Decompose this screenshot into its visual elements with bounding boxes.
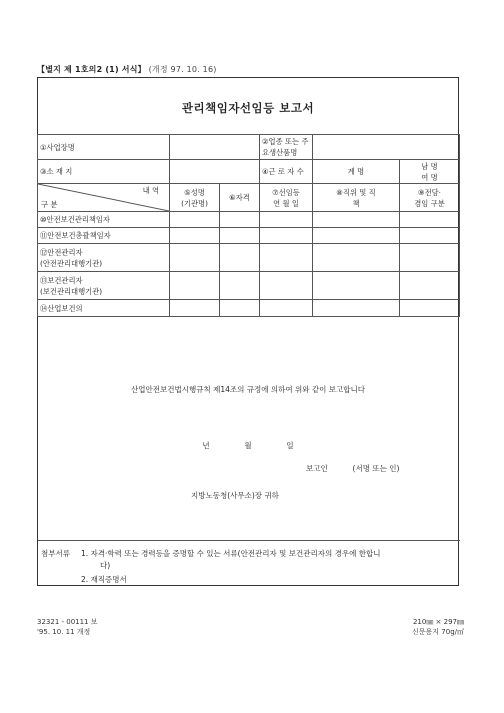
col-name — [170, 184, 220, 212]
table-cell[interactable] — [400, 244, 460, 272]
table-row — [38, 272, 460, 300]
corner-top-label: 내 역 — [142, 186, 159, 195]
workers-gender[interactable] — [400, 160, 460, 184]
col-qualification: ⑥자격 — [220, 184, 260, 212]
form-frame — [37, 77, 459, 586]
col-dedicated — [400, 184, 460, 212]
date-day: 일 — [286, 441, 294, 450]
col-appointment-line2: 연 월 일 — [273, 198, 299, 208]
business-name-field[interactable] — [170, 135, 260, 160]
col-appointment-line1: ⑦선임등 — [272, 187, 300, 197]
business-name-label: ①사업장명 — [38, 135, 170, 160]
row-label — [38, 244, 170, 272]
table-cell[interactable] — [260, 244, 313, 272]
col-name-line2: (기관명) — [181, 198, 208, 208]
row-label: ⑭산업보건의 — [38, 300, 170, 317]
row-label — [38, 272, 170, 300]
col-appointment-date — [260, 184, 313, 212]
footer-code: 32321 - 00111 보 — [37, 618, 98, 626]
business-type-field[interactable] — [313, 135, 460, 160]
reporter-line — [306, 463, 399, 474]
table-cell[interactable] — [220, 300, 260, 317]
address-label: ③소 재 지 — [38, 160, 170, 184]
reporter-label: 보고인 — [306, 464, 328, 473]
workers-label: ④근 로 자 수 — [260, 160, 313, 184]
table-row — [38, 228, 460, 244]
table-cell[interactable] — [313, 212, 400, 228]
footer-size: 210㎜ × 297㎜ — [412, 618, 464, 626]
table-row — [38, 300, 460, 317]
table-cell[interactable] — [260, 212, 313, 228]
corner-bottom-label: 구 분 — [41, 200, 58, 209]
col-dedicated-line1: ⑨전담· — [418, 187, 441, 197]
table-cell[interactable] — [220, 272, 260, 300]
row-label-line2: (안전관리대행기관) — [40, 258, 103, 268]
date-month: 월 — [244, 441, 252, 450]
signature-label[interactable]: (서명 또는 인) — [352, 464, 400, 473]
table-row — [38, 244, 460, 272]
attachments-section — [38, 540, 460, 587]
table-cell[interactable] — [260, 300, 313, 317]
table-cell[interactable] — [400, 228, 460, 244]
col-position-line2: 책 — [352, 198, 360, 208]
row-label-line1: ⑬보건관리자 — [40, 275, 83, 285]
table-cell[interactable] — [313, 300, 400, 317]
table-cell[interactable] — [400, 212, 460, 228]
table-cell[interactable] — [170, 212, 220, 228]
report-date — [38, 440, 458, 451]
col-position-line1: ⑧직위 및 직 — [336, 187, 376, 197]
attachment-item-2: 2. 재직증명서 — [81, 575, 127, 584]
table-cell[interactable] — [220, 228, 260, 244]
table-cell[interactable] — [170, 244, 220, 272]
recipient: 지방노동청(사무소)장 귀하 — [191, 491, 279, 500]
table-cell[interactable] — [313, 272, 400, 300]
col-position — [313, 184, 400, 212]
table-cell[interactable] — [400, 300, 460, 317]
business-type-label-line1: ②업종 또는 주 — [262, 137, 309, 146]
workers-female: 여 명 — [421, 172, 438, 182]
row-label-line1: ⑫안전관리자 — [40, 247, 83, 257]
table-cell[interactable] — [170, 300, 220, 317]
table-cell[interactable] — [220, 244, 260, 272]
row-label-line2: (보건관리대행기관) — [40, 286, 103, 296]
report-statement: 산업안전보건법시행규칙 제14조의 규정에 의하여 위와 같이 보고합니다 — [131, 385, 365, 394]
form-table — [37, 134, 460, 317]
col-dedicated-line2: 겸임 구분 — [414, 198, 445, 208]
workers-total[interactable]: 계 명 — [313, 160, 400, 184]
col-name-line1: ⑤성명 — [184, 187, 205, 197]
footer-paper: 신문용지 70g/㎡ — [412, 628, 464, 636]
table-cell[interactable] — [400, 272, 460, 300]
row-label: ⑪안전보건총괄책임자 — [38, 228, 170, 244]
table-row — [38, 212, 460, 228]
date-year: 년 — [202, 441, 210, 450]
footer-date: '95. 10. 11 개정 — [37, 628, 91, 636]
table-cell[interactable] — [170, 228, 220, 244]
attachment-item-1-cont: 다) — [100, 561, 111, 570]
form-title: 관리책임자선임등 보고서 — [181, 101, 315, 115]
address-field[interactable] — [170, 160, 260, 184]
revision-note: (개정 97. 10. 16) — [148, 65, 217, 74]
business-type-label — [260, 135, 313, 160]
form-header — [37, 64, 217, 75]
table-cell[interactable] — [313, 244, 400, 272]
table-cell[interactable] — [313, 228, 400, 244]
table-cell[interactable] — [220, 212, 260, 228]
table-cell[interactable] — [260, 228, 313, 244]
table-cell[interactable] — [170, 272, 220, 300]
table-cell[interactable] — [260, 272, 313, 300]
column-corner-header — [38, 184, 170, 212]
attachments-label: 첨부서류 — [41, 549, 70, 558]
workers-male: 남 명 — [421, 161, 438, 171]
form-number: 【별지 제 1호의2 (1) 서식】 — [37, 65, 146, 74]
business-type-label-line2: 요생산품명 — [262, 148, 298, 157]
row-label: ⑩안전보건관리책임자 — [38, 212, 170, 228]
attachment-item-1: 1. 자격·학력 또는 경력등을 증명할 수 있는 서류(안전관리자 및 보건관리자의 경우에 한합니 — [81, 549, 381, 558]
